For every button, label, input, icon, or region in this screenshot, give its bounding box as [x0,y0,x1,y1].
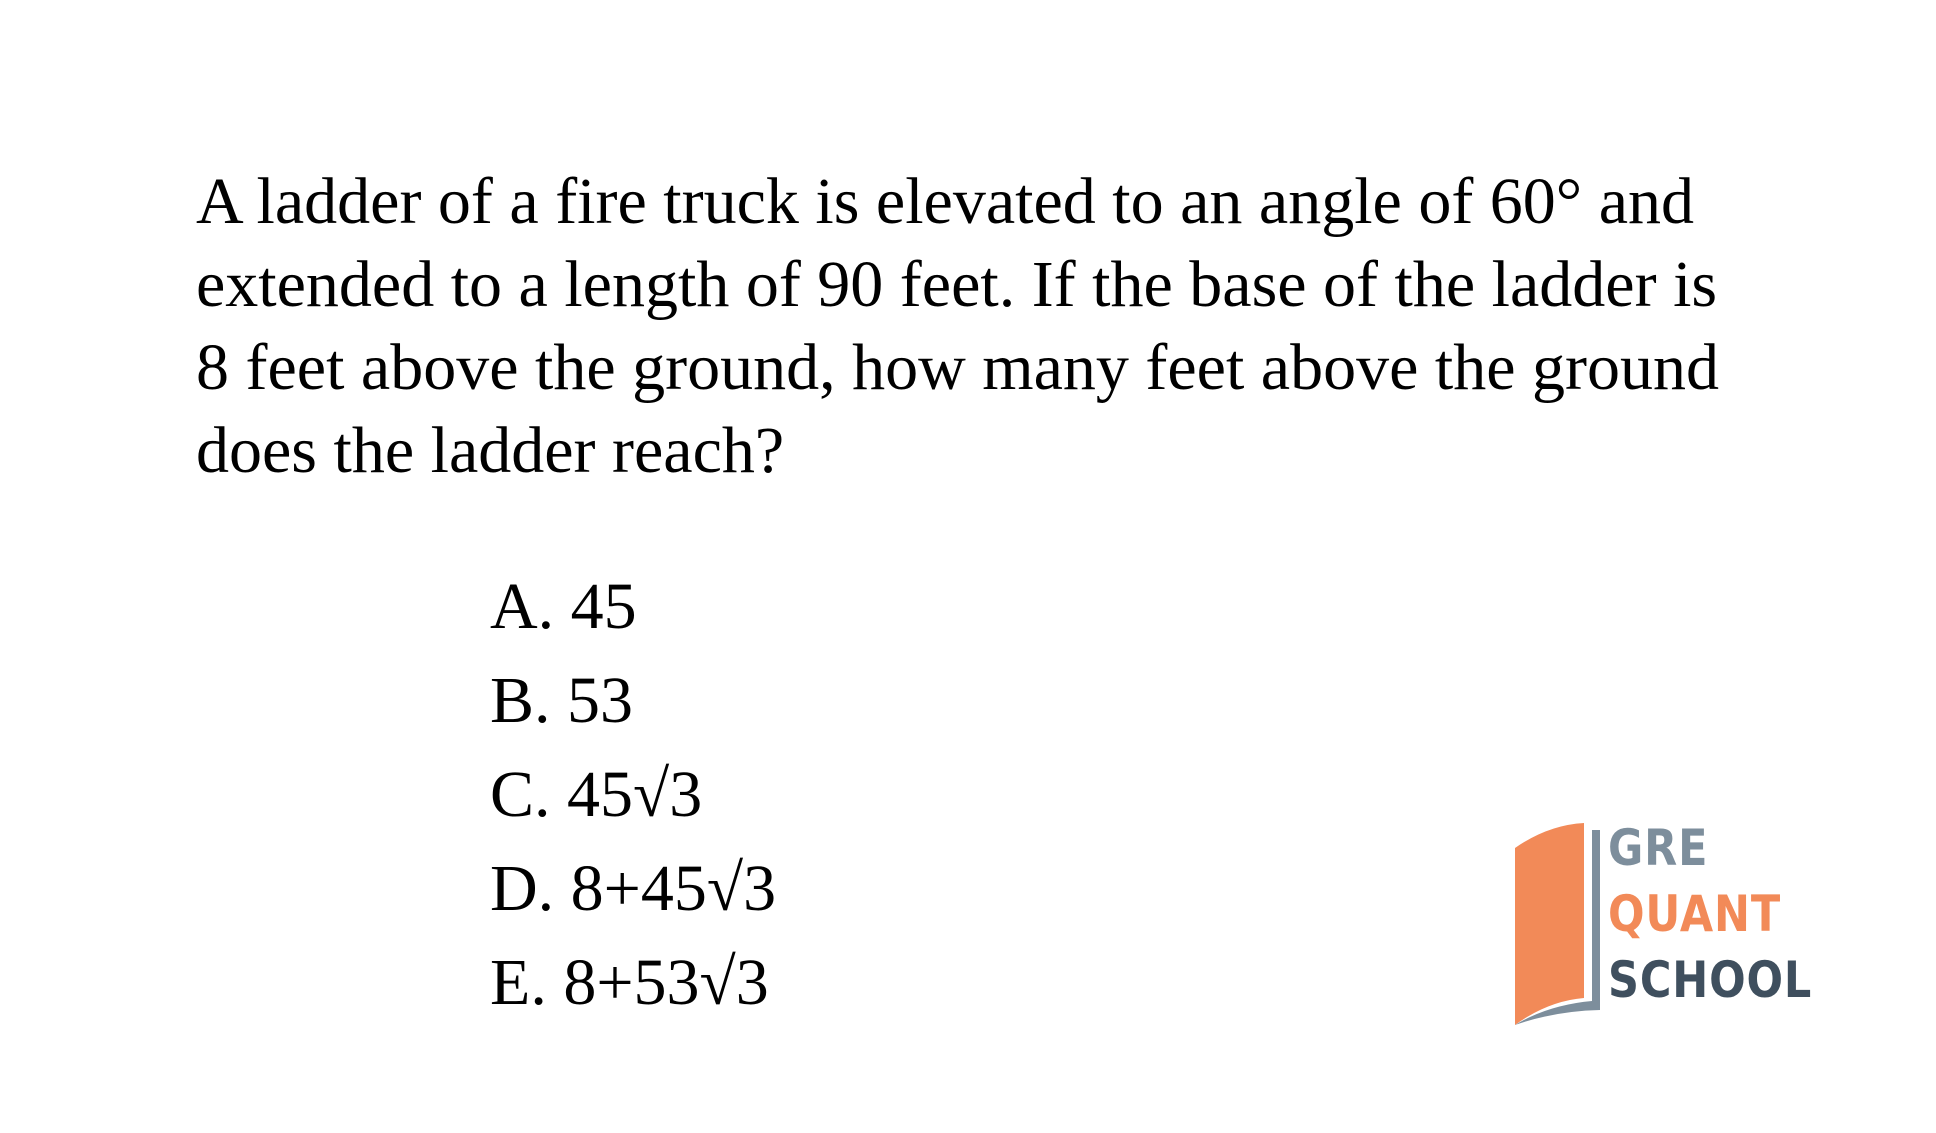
logo-word-school: SCHOOL [1608,951,1813,1009]
gre-quant-school-logo [1500,815,1813,1025]
answer-choices [490,560,776,1030]
choice-e[interactable]: E. 8+53√3 [490,946,769,1019]
book-page-orange [1515,823,1584,1025]
question-text [196,160,1796,492]
logo-word-quant: QUANT [1608,885,1782,943]
choice-c[interactable]: C. 45√3 [490,758,703,831]
choice-a[interactable]: A. 45 [490,570,637,643]
question-line-1: A ladder of a fire truck is elevated to an angle of 60° and [196,165,1694,238]
choice-b[interactable]: B. 53 [490,664,634,737]
logo-word-gre: GRE [1608,819,1709,877]
question-line-3: 8 feet above the ground, how many feet above the ground [196,331,1719,404]
question-line-2: extended to a length of 90 feet. If the base of the ladder is [196,248,1718,321]
logo-wordmark [1608,815,1812,1013]
book-icon [1500,815,1600,1025]
question-line-4: does the ladder reach? [196,414,785,487]
choice-d[interactable]: D. 8+45√3 [490,852,777,925]
